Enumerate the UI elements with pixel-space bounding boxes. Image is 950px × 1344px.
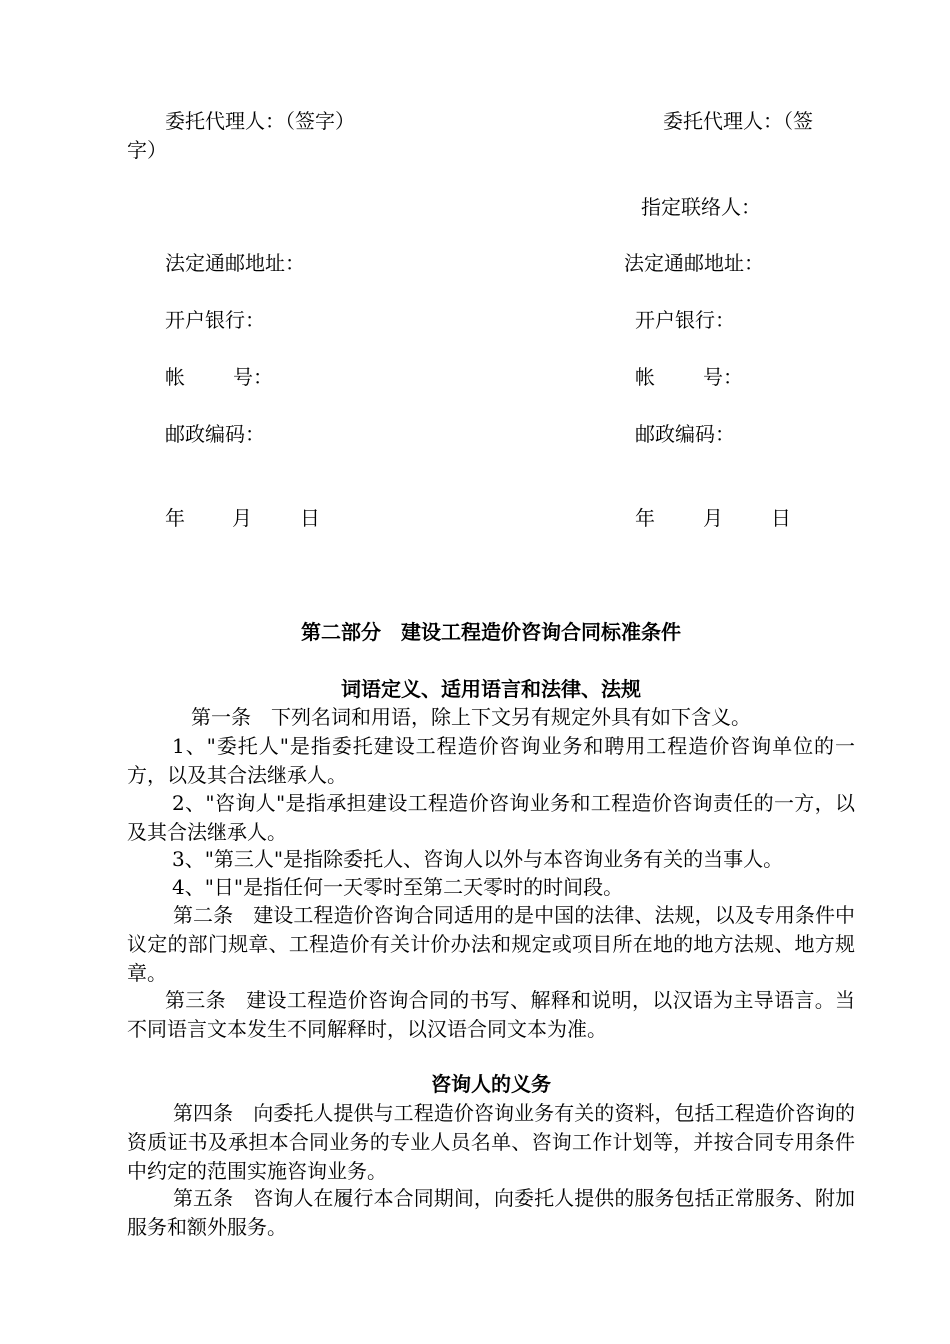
- left-bank: 开户银行：: [165, 308, 265, 332]
- left-mailing-address: 法定通邮地址：: [165, 251, 305, 275]
- article-1: 第一条 下列名词和用语，除上下文另有规定外具有如下含义。: [191, 705, 751, 729]
- article-5: 第五条 咨询人在履行本合同期间，向委托人提供的服务包括正常服务、附加服务和额外服务。: [127, 1186, 855, 1239]
- article-2: 第二条 建设工程造价咨询合同适用的是中国的法律、法规，以及专用条件中议定的部门规章、工程造价有关计价办法和规定或项目所在地的地方法规、地方规章。: [127, 903, 855, 985]
- right-account-label-b: 号：: [703, 365, 743, 389]
- left-date-month: 月: [232, 506, 252, 530]
- section-heading-definitions: 词语定义、适用语言和法律、法规: [341, 677, 641, 701]
- right-date-year: 年: [635, 506, 655, 530]
- section-heading-consultant-duties: 咨询人的义务: [431, 1072, 551, 1096]
- definition-3: 3、"第三人"是指除委托人、咨询人以外与本咨询业务有关的当事人。: [172, 847, 784, 871]
- right-liaison: 指定联络人：: [641, 195, 761, 219]
- left-agent-signature: 委托代理人：（签字）: [165, 109, 355, 133]
- right-agent-signature: 委托代理人：（签: [663, 109, 813, 133]
- right-account-label-a: 帐: [635, 365, 655, 389]
- left-account-label-b: 号：: [233, 365, 273, 389]
- right-agent-signature-wrap: 字）: [127, 138, 167, 162]
- left-date-day: 日: [300, 506, 320, 530]
- right-account: [635, 363, 743, 391]
- right-bank: 开户银行：: [635, 308, 735, 332]
- definition-2: 2、"咨询人"是指承担建设工程造价咨询业务和工程造价咨询责任的一方，以及其合法继承人。: [127, 791, 855, 844]
- part-title: 第二部分 建设工程造价咨询合同标准条件: [301, 620, 681, 644]
- right-date-month: 月: [703, 506, 723, 530]
- left-account-label-a: 帐: [165, 365, 185, 389]
- right-postcode: 邮政编码：: [635, 422, 735, 446]
- left-account: [165, 363, 273, 391]
- article-3: 第三条 建设工程造价咨询合同的书写、解释和说明，以汉语为主导语言。当不同语言文本发生不同解释时，以汉语合同文本为准。: [127, 988, 855, 1041]
- article-4: 第四条 向委托人提供与工程造价咨询业务有关的资料，包括工程造价咨询的资质证书及承担本合同业务的专业人员名单、咨询工作计划等，并按合同专用条件中约定的范围实施咨询业务。: [127, 1101, 855, 1183]
- definition-4: 4、"日"是指任何一天零时至第二天零时的时间段。: [172, 875, 624, 899]
- definition-1: 1、"委托人"是指委托建设工程造价咨询业务和聘用工程造价咨询单位的一方，以及其合法继承人。: [127, 734, 855, 787]
- right-mailing-address: 法定通邮地址：: [624, 251, 764, 275]
- right-date-day: 日: [771, 506, 791, 530]
- left-postcode: 邮政编码：: [165, 422, 265, 446]
- left-date-year: 年: [165, 506, 185, 530]
